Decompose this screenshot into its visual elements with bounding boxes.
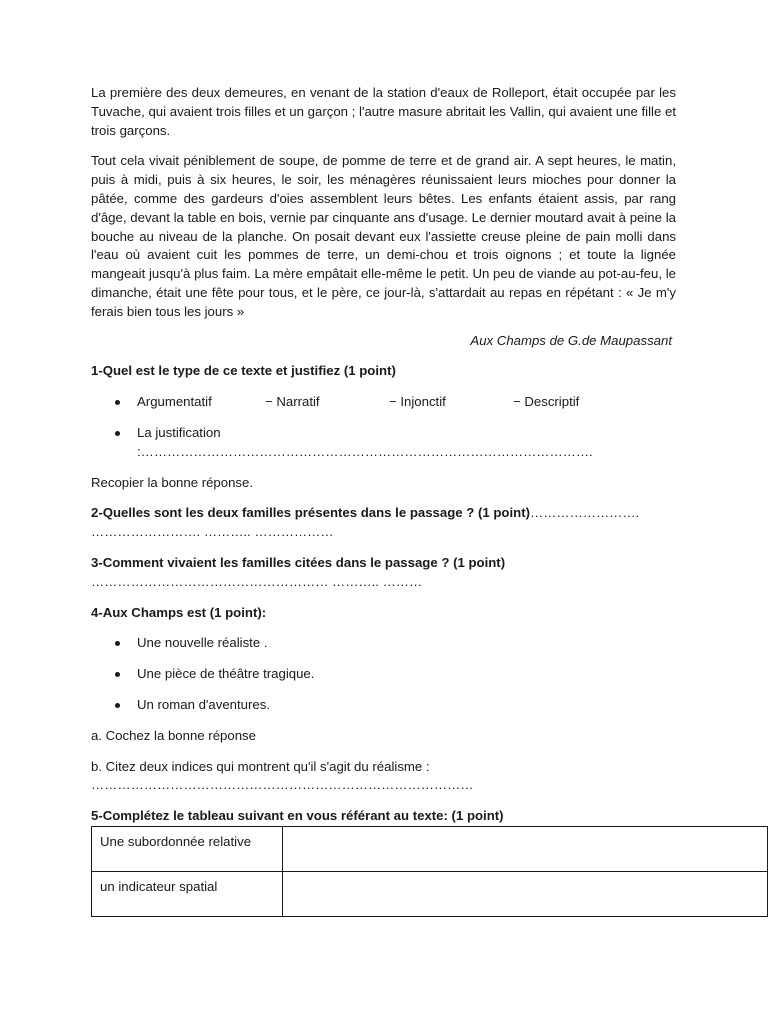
table-row [92, 827, 768, 872]
answer-table [91, 826, 768, 917]
document-page [91, 84, 676, 826]
passage-paragraph-1: La première des deux demeures, en venant de la station d'eaux de Rolleport, était occupée par les Tuvache, qui avaient trois filles et un garçon ; l'autre masure abritait les Vallin, qui avaient une fille et trois garçons. [91, 85, 676, 138]
question-1-instruction: Recopier la bonne réponse. [91, 474, 254, 490]
question-4b: b. Citez deux indices qui montrent qu'il s'agit du réalisme : [91, 758, 430, 774]
question-3-answer-dots: ……………………………………………… ……….. ……… [91, 573, 423, 589]
passage-paragraph-2: Tout cela vivait péniblement de soupe, de pomme de terre et de grand air. A sept heures, le matin, puis à midi, puis à six heures, le soir, les ménagères réunissaient leurs mioches pour donner la pâtée, comme des gardeurs d'oies assemblent leurs bêtes. Les enfants étaient assis, par rang d'âge, devant la table en bois, vernie par cinquante ans d'usage. Le dernier moutard avait à peine la bouche au niveau de la planche. On posait devant eux l'assiette creuse pleine de pain molli dans l'eau où avaient cuit les pommes de terre, un demi-chou et trois oignons ; et toute la lignée mangeait jusqu'à plus faim. La mère empâtait elle-même le petit. Un peu de viande au pot-au-feu, le dimanche, était une fête pour tous, et le père, ce jour-là, s'attardait au repas en répétant : « Je m'y ferais bien tous les jours » [91, 153, 676, 319]
question-3 [91, 554, 676, 592]
question-2-title: 2-Quelles sont les deux familles présentes dans le passage ? (1 point) [91, 505, 530, 521]
text-type-options [91, 393, 676, 412]
question-4-options [91, 634, 676, 714]
question-2 [91, 504, 676, 542]
option-piece-theatre: Une pièce de théâtre tragique. [91, 665, 676, 684]
table-label-cell: Une subordonnée relative [92, 827, 283, 872]
question-3-title: 3-Comment vivaient les familles citées dans le passage ? (1 point) [91, 554, 506, 570]
question-5-title: 5-Complétez le tableau suivant en vous référant au texte: (1 point) [91, 808, 504, 824]
question-4a: a. Cochez la bonne réponse [91, 727, 256, 743]
question-1-title: 1-Quel est le type de ce texte et justifiez (1 point) [91, 363, 396, 379]
table-answer-cell [283, 827, 768, 872]
table-answer-cell [283, 872, 768, 917]
source-citation: Aux Champs de G.de Maupassant [470, 332, 672, 348]
question-1-options [91, 393, 676, 461]
question-4-title: 4-Aux Champs est (1 point): [91, 604, 267, 620]
option-argumentatif: Argumentatif [137, 394, 212, 410]
option-descriptif: − Descriptif [513, 394, 580, 410]
option-narratif: − Narratif [265, 394, 320, 410]
justification-line: La justification :…………………………………………………………………………………………. [91, 424, 676, 462]
table-row [92, 872, 768, 917]
option-roman-aventures: Un roman d'aventures. [91, 696, 676, 715]
question-4b-answer-dots: …………………………………………………………………………… [91, 777, 474, 793]
option-injonctif: − Injonctif [389, 394, 446, 410]
option-nouvelle-realiste: Une nouvelle réaliste . [91, 634, 676, 653]
table-label-cell: un indicateur spatial [92, 872, 283, 917]
question-2-answer-dots: ……………………. ……………………. ……….. ……………… [91, 505, 640, 540]
